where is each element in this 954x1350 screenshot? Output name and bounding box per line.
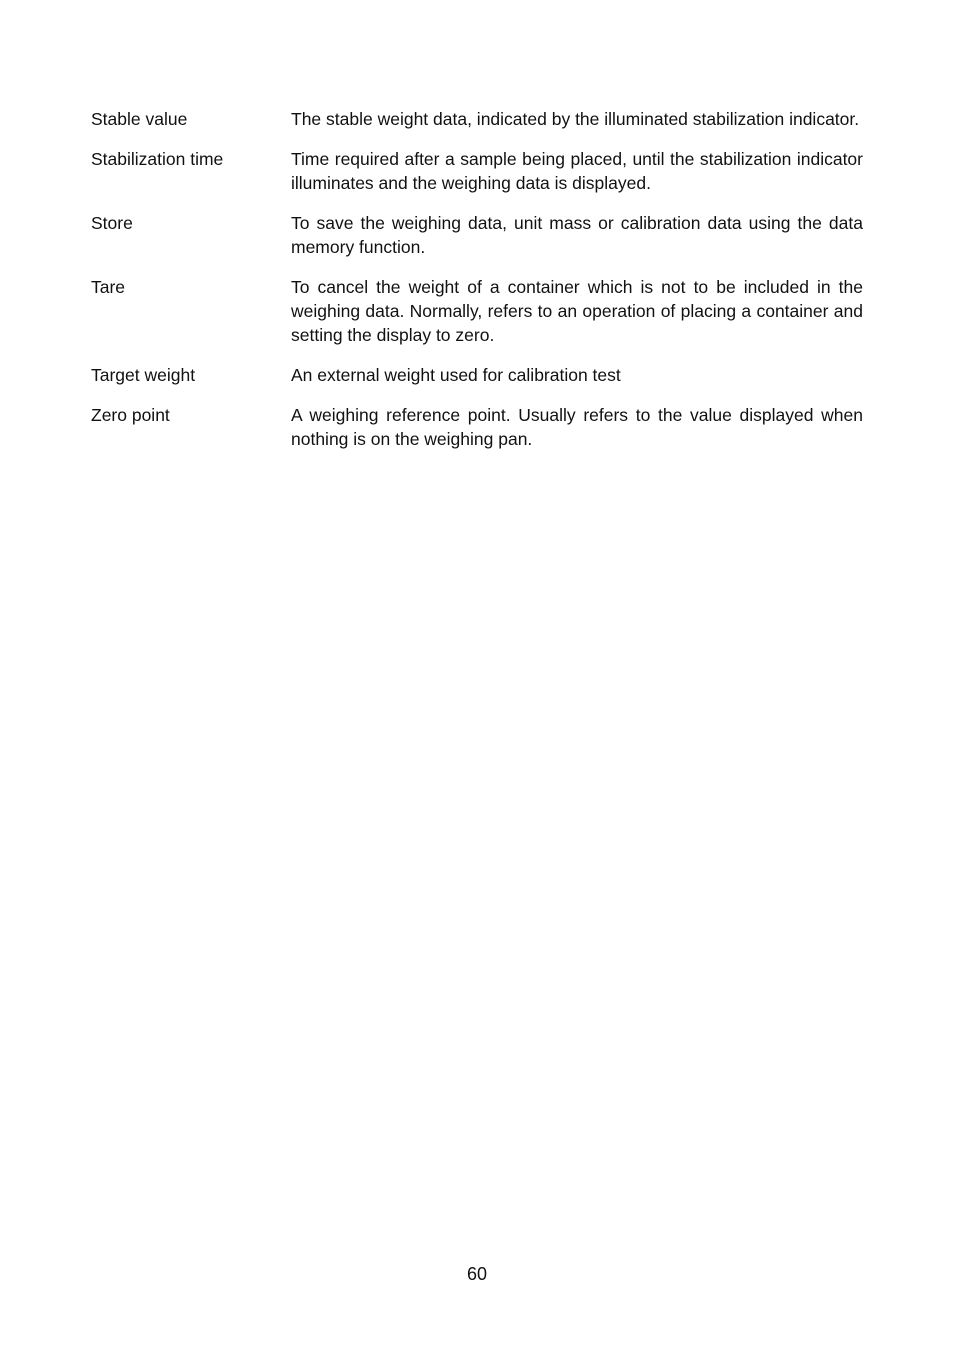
glossary-entry-zero-point bbox=[91, 403, 863, 451]
glossary-entry-stable-value bbox=[91, 107, 863, 131]
glossary-definition: An external weight used for calibration test bbox=[291, 365, 621, 385]
glossary-term: Tare bbox=[91, 277, 126, 297]
glossary-term: Zero point bbox=[91, 405, 170, 425]
glossary-term: Stabilization time bbox=[91, 149, 224, 169]
glossary-list bbox=[91, 107, 863, 467]
glossary-entry-target-weight bbox=[91, 363, 863, 387]
page-number: 60 bbox=[466, 1264, 488, 1284]
glossary-entry-tare bbox=[91, 275, 863, 347]
glossary-definition: Time required after a sample being placed, until the stabilization indicator illuminates and the weighing data is displayed. bbox=[291, 149, 863, 193]
glossary-definition: To save the weighing data, unit mass or calibration data using the data memory function. bbox=[291, 213, 863, 257]
glossary-term: Stable value bbox=[91, 109, 188, 129]
glossary-definition: The stable weight data, indicated by the illuminated stabilization indicator. bbox=[291, 109, 860, 129]
glossary-entry-store bbox=[91, 211, 863, 259]
glossary-definition: To cancel the weight of a container which is not to be included in the weighing data. Normally, refers to an operation of placing a container and setting the display to zero. bbox=[291, 277, 863, 345]
glossary-entry-stabilization-time bbox=[91, 147, 863, 195]
glossary-term: Store bbox=[91, 213, 133, 233]
glossary-term: Target weight bbox=[91, 365, 196, 385]
glossary-definition: A weighing reference point. Usually refers to the value displayed when nothing is on the weighing pan. bbox=[291, 405, 863, 449]
